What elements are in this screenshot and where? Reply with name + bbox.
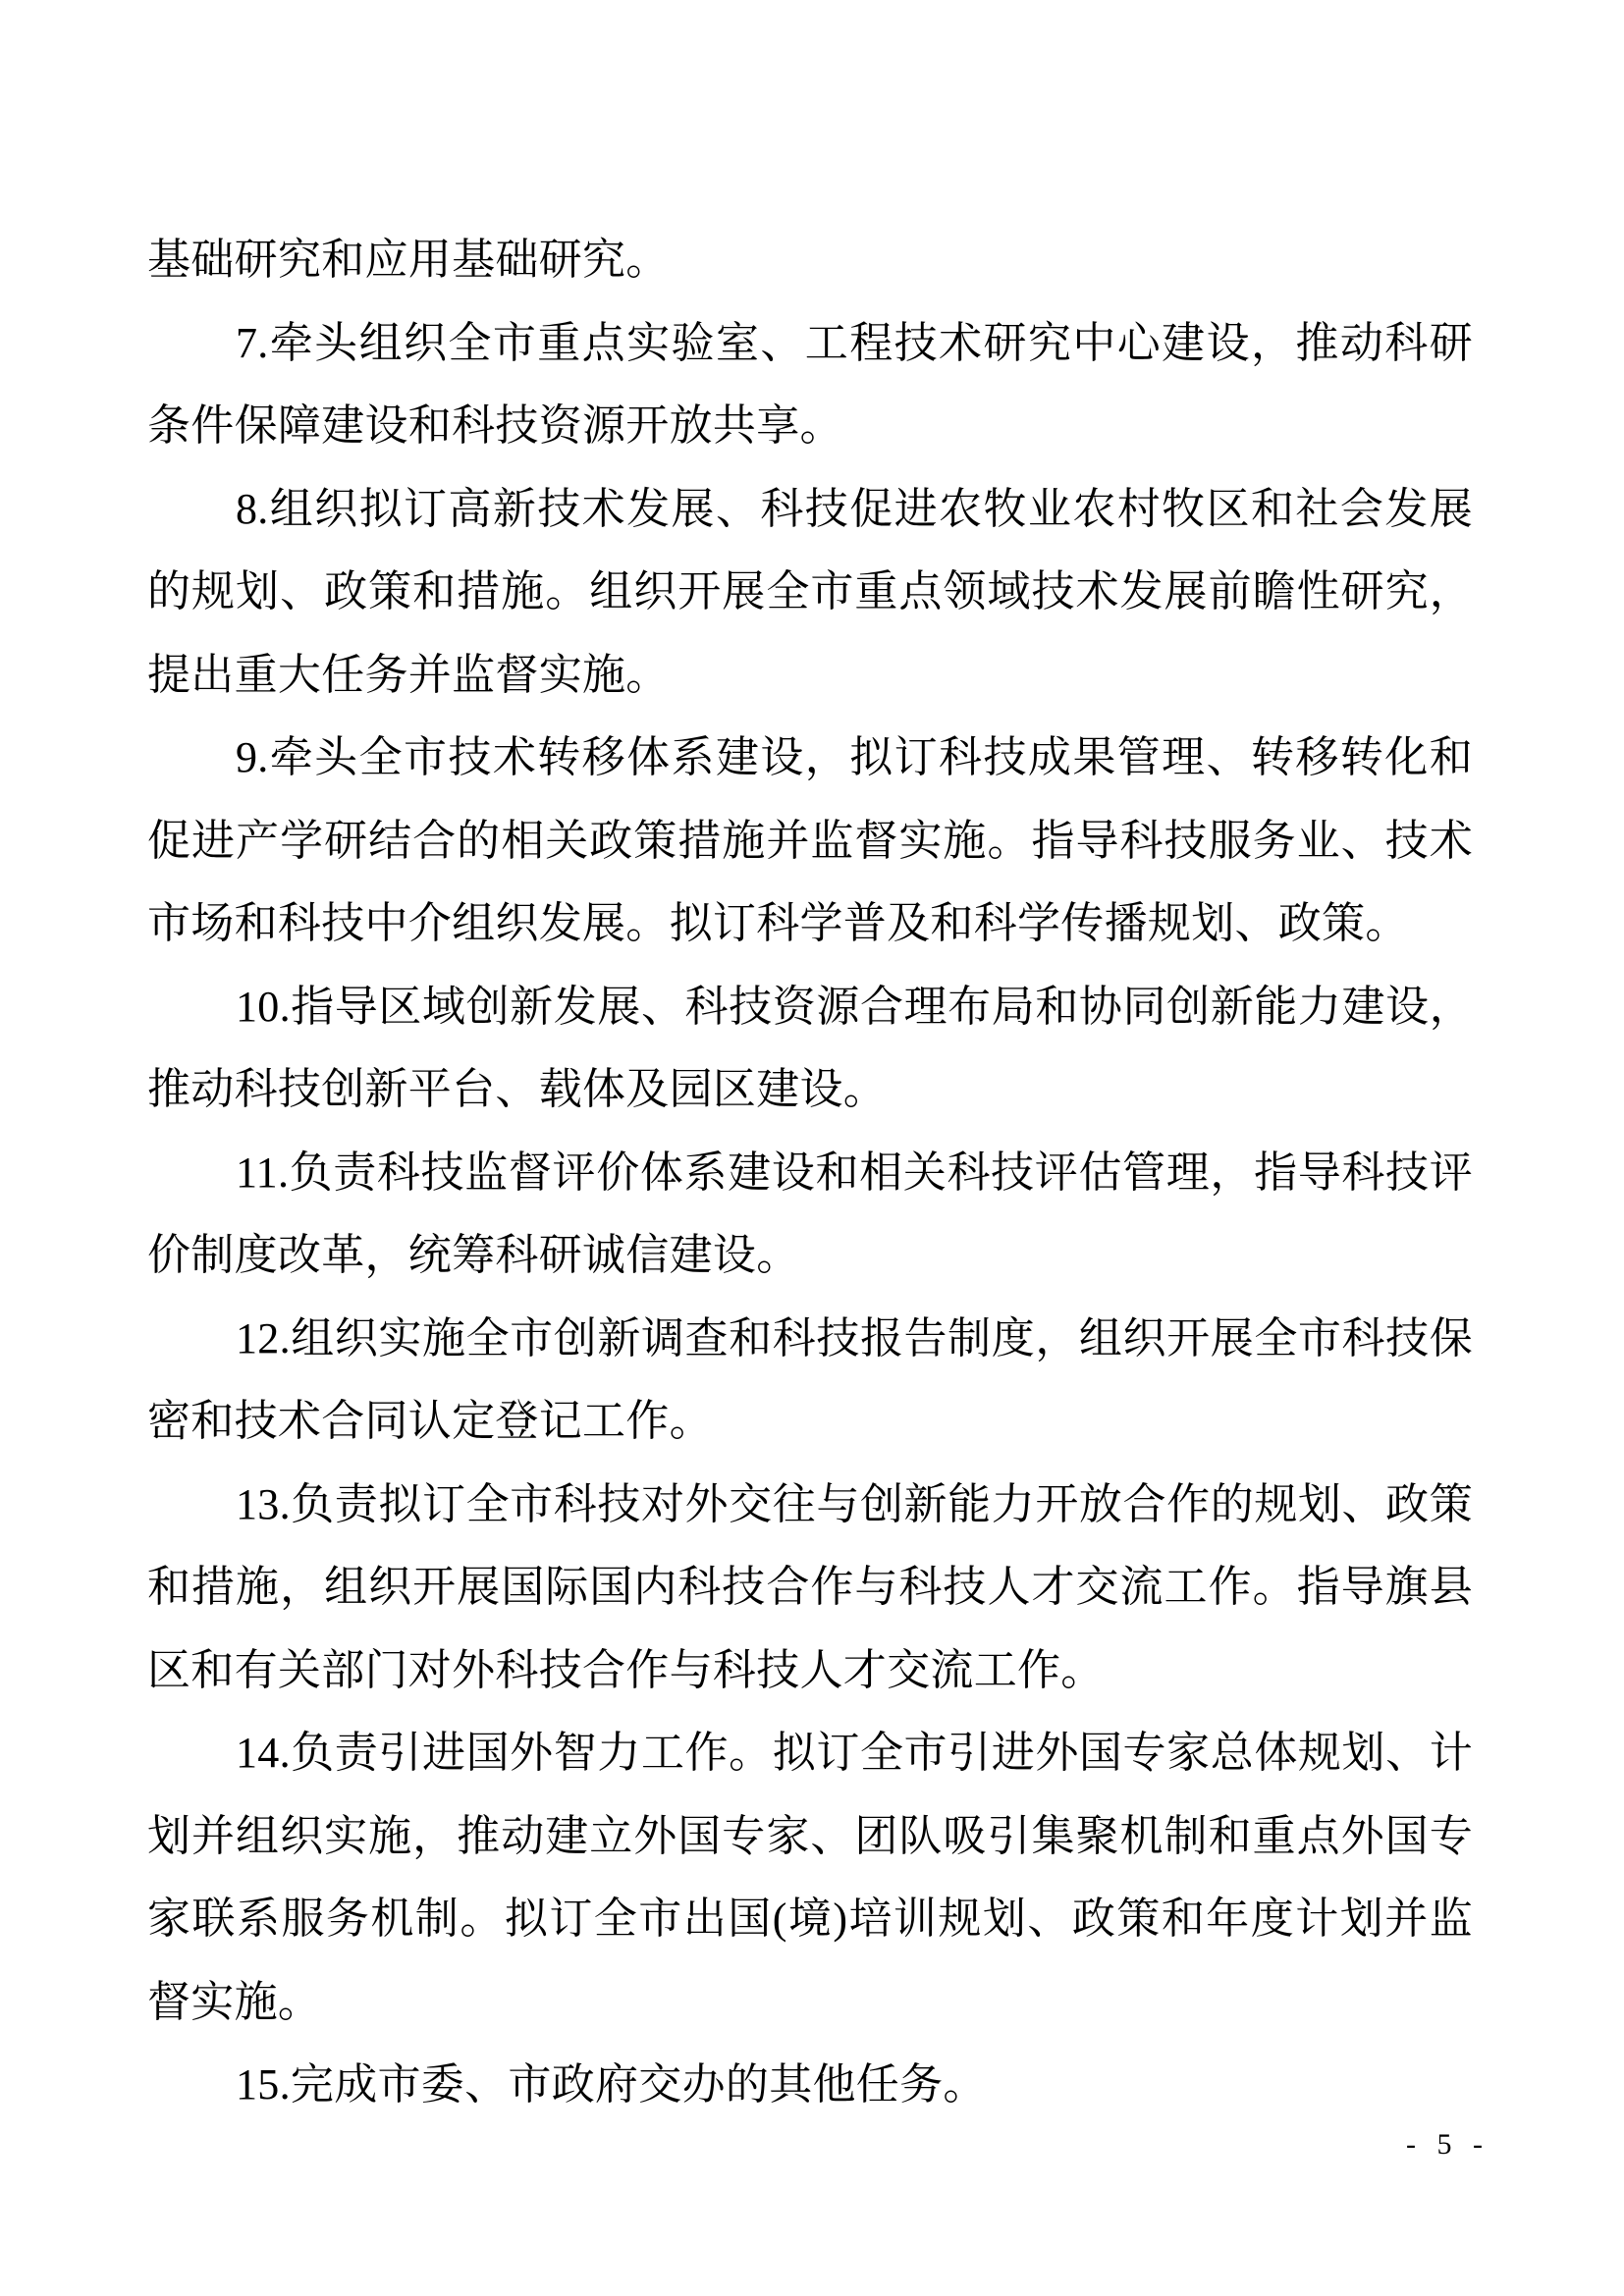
text-line: 14.负责引进国外智力工作。拟订全市引进外国专家总体规划、计 — [236, 1729, 1473, 1777]
text-line: 区和有关部门对外科技合作与科技人才交流工作。 — [147, 1645, 1105, 1694]
text-line: 市场和科技中介组织发展。拟订科学普及和科学传播规划、政策。 — [147, 899, 1409, 947]
text-line: 推动科技创新平台、载体及园区建设。 — [147, 1065, 888, 1113]
text-line: 价制度改革，统筹科研诚信建设。 — [147, 1231, 800, 1279]
text-line: 密和技术合同认定登记工作。 — [147, 1397, 713, 1445]
text-line: 7.牵头组织全市重点实验室、工程技术研究中心建设，推动科研 — [236, 318, 1473, 367]
text-line: 促进产学研结合的相关政策措施并监督实施。指导科技服务业、技术 — [147, 816, 1473, 865]
text-line: 家联系服务机制。拟订全市出国(境)培训规划、政策和年度计划并监 — [147, 1895, 1473, 1943]
text-line: 条件保障建设和科技资源开放共享。 — [147, 401, 843, 450]
text-line: 8.组织拟订高新技术发展、科技促进农牧业农村牧区和社会发展 — [236, 484, 1473, 533]
text-line: 12.组织实施全市创新调查和科技报告制度，组织开展全市科技保 — [236, 1313, 1473, 1362]
text-line: 9.牵头全市技术转移体系建设，拟订科技成果管理、转移转化和 — [236, 733, 1473, 781]
text-line: 15.完成市委、市政府交办的其他任务。 — [236, 2060, 987, 2109]
text-line: 11.负责科技监督评价体系建设和相关科技评估管理，指导科技评 — [236, 1148, 1473, 1197]
text-line: 的规划、政策和措施。组织开展全市重点领域技术发展前瞻性研究， — [147, 567, 1473, 615]
document-body — [147, 219, 1473, 2127]
page-number: - 5 - — [1406, 2128, 1489, 2161]
text-line: 13.负责拟订全市科技对外交往与创新能力开放合作的规划、政策 — [236, 1479, 1473, 1528]
text-line: 划并组织实施，推动建立外国专家、团队吸引集聚机制和重点外国专 — [147, 1811, 1473, 1860]
text-line: 督实施。 — [147, 1977, 322, 2026]
text-line: 提出重大任务并监督实施。 — [147, 650, 670, 699]
text-line: 10.指导区域创新发展、科技资源合理布局和协同创新能力建设， — [236, 982, 1473, 1031]
text-line: 和措施，组织开展国际国内科技合作与科技人才交流工作。指导旗县 — [147, 1563, 1473, 1611]
text-line: 基础研究和应用基础研究。 — [147, 236, 670, 284]
